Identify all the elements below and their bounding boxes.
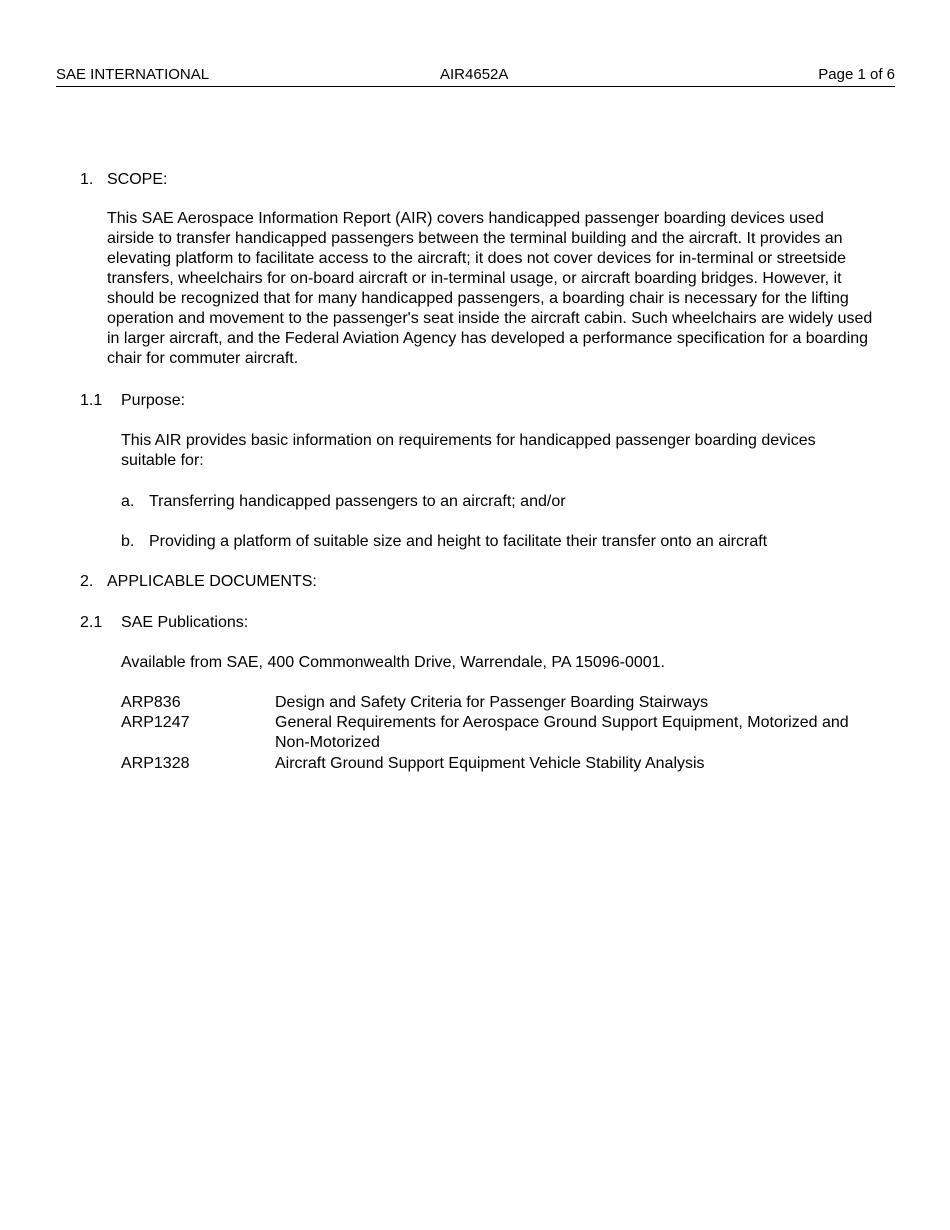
list-item-text: Providing a platform of suitable size and height to facilitate their transfer onto an aircraft: [149, 533, 768, 550]
section-title: APPLICABLE DOCUMENTS:: [107, 573, 317, 590]
list-item-text: Transferring handicapped passengers to an aircraft; and/or: [149, 493, 566, 510]
document-title: Aircraft Ground Support Equipment Vehicle Stability Analysis: [275, 755, 705, 772]
section-number: 1.: [80, 171, 94, 188]
section-number: 2.1: [80, 614, 103, 631]
section-2-heading: [80, 572, 480, 592]
page-header: [56, 66, 895, 87]
scope-paragraph: This SAE Aerospace Information Report (AIR) covers handicapped passenger boarding devices used airside to transfer handicapped passengers between the terminal building and the aircraft. It provides an elevating platform to facilitate access to the aircraft; it does not cover devices for in-terminal or streetside transfers, wheelchairs for on-board aircraft or in-terminal usage, or aircraft boarding bridges. However, it should be recognized that for many handicapped passengers, a boarding chair is necessary for the lifting operation and movement to the passenger's seat inside the aircraft cabin. Such wheelchairs are widely used in larger aircraft, and the Federal Aviation Agency has developed a performance specification for a boarding chair for commuter aircraft.: [107, 210, 873, 367]
section-title: SAE Publications:: [121, 614, 249, 631]
document-code: ARP1247: [121, 714, 190, 731]
section-number: 1.1: [80, 392, 103, 409]
section-1-heading: [80, 170, 480, 190]
header-document-id: AIR4652A: [440, 66, 509, 83]
document-code: ARP836: [121, 694, 181, 711]
header-organization: SAE INTERNATIONAL: [56, 66, 210, 83]
list-item-letter: b.: [121, 533, 135, 550]
list-item-letter: a.: [121, 493, 135, 510]
document-title: Design and Safety Criteria for Passenger Boarding Stairways: [275, 694, 709, 711]
list-item: [121, 492, 881, 512]
document-code: ARP1328: [121, 755, 190, 772]
section-1-1-heading: [80, 391, 480, 411]
section-2-1-heading: [80, 613, 480, 633]
section-title: SCOPE:: [107, 171, 168, 188]
section-number: 2.: [80, 573, 94, 590]
header-page-number: Page 1 of 6: [818, 66, 895, 83]
document-title: General Requirements for Aerospace Ground Support Equipment, Motorized and Non-Motorized: [275, 714, 849, 751]
list-item: [121, 532, 881, 552]
availability-text: Available from SAE, 400 Commonwealth Drive, Warrendale, PA 15096-0001.: [121, 654, 665, 671]
section-title: Purpose:: [121, 392, 186, 409]
purpose-paragraph: This AIR provides basic information on requirements for handicapped passenger boarding devices suitable for:: [121, 432, 816, 469]
